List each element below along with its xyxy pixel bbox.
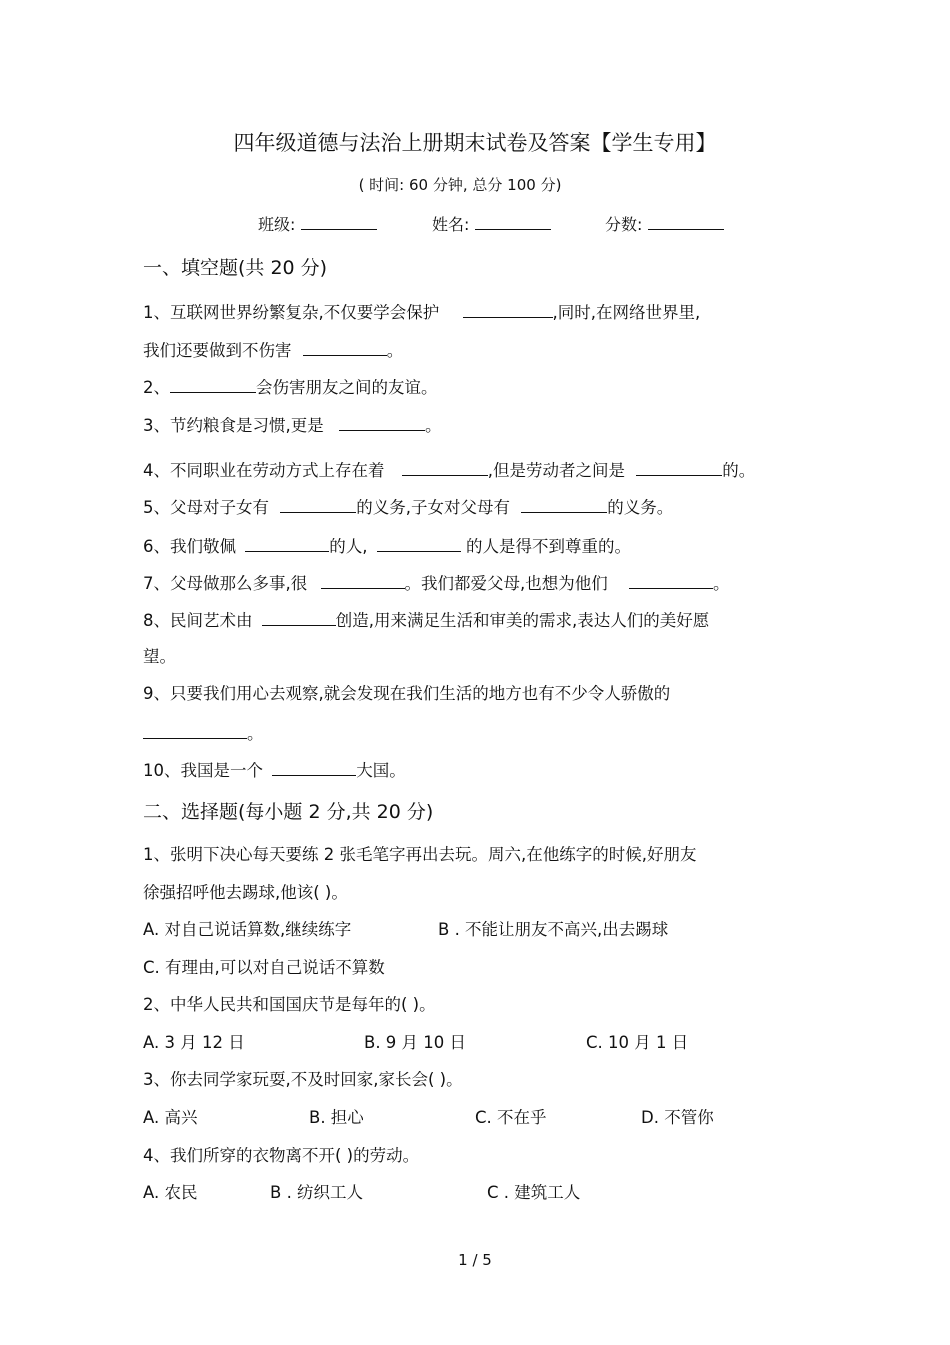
q2-option-c: C. 10 月 1 日 xyxy=(586,1033,689,1052)
answer-blank xyxy=(143,722,247,739)
question-text: 。 xyxy=(386,341,404,360)
fill-question-5 xyxy=(143,496,673,518)
score-blank xyxy=(648,213,724,230)
question-text: 的。 xyxy=(722,461,756,480)
answer-blank xyxy=(303,339,387,356)
fill-question-2 xyxy=(143,376,438,398)
question-text: 大国。 xyxy=(356,761,406,780)
exam-subtitle: ( 时间: 60 分钟, 总分 100 分) xyxy=(358,176,562,194)
question-text: 5、父母对子女有 xyxy=(143,498,269,517)
answer-blank xyxy=(636,459,722,476)
answer-blank xyxy=(402,459,488,476)
exam-title: 四年级道德与法治上册期末试卷及答案【学生专用】 xyxy=(233,131,717,155)
question-text: ,但是劳动者之间是 xyxy=(487,461,625,480)
section1-heading: 一、填空题(共 20 分) xyxy=(143,257,328,279)
choice-question-1-cont: 徐强招呼他去踢球,他该( )。 xyxy=(143,883,348,902)
fill-question-1-cont xyxy=(143,339,403,361)
fill-question-3 xyxy=(143,414,442,436)
q3-option-b: B. 担心 xyxy=(309,1108,364,1127)
question-text: 2、 xyxy=(143,378,170,397)
name-label: 姓名: xyxy=(432,215,470,234)
fill-question-8 xyxy=(143,609,709,631)
fill-question-8-cont: 望。 xyxy=(143,647,176,666)
answer-blank xyxy=(262,609,336,626)
question-text: 6、我们敬佩 xyxy=(143,537,236,556)
q2-option-b: B. 9 月 10 日 xyxy=(364,1033,467,1052)
fill-question-4 xyxy=(143,459,755,481)
question-text: 的人, xyxy=(329,537,368,556)
q3-option-d: D. 不管你 xyxy=(641,1108,714,1127)
fill-question-10 xyxy=(143,759,406,781)
answer-blank xyxy=(272,759,356,776)
question-text: 。 xyxy=(713,574,730,593)
q2-option-a: A. 3 月 12 日 xyxy=(143,1033,245,1052)
fill-question-9-cont xyxy=(143,722,264,744)
score-label: 分数: xyxy=(605,215,643,234)
question-text: 。 xyxy=(425,416,442,435)
answer-blank xyxy=(321,572,405,589)
section2-heading: 二、选择题(每小题 2 分,共 20 分) xyxy=(143,801,434,823)
class-field xyxy=(258,213,377,235)
question-text: 7、父母做那么多事,很 xyxy=(143,574,308,593)
answer-blank xyxy=(280,496,356,513)
class-label: 班级: xyxy=(258,215,296,234)
q3-option-a: A. 高兴 xyxy=(143,1108,198,1127)
fill-question-6 xyxy=(143,535,631,557)
q1-option-a: A. 对自己说话算数,继续练字 xyxy=(143,920,352,939)
question-text: 。 xyxy=(247,724,264,743)
question-text: 的义务,子女对父母有 xyxy=(356,498,510,517)
q1-option-c: C. 有理由,可以对自己说话不算数 xyxy=(143,958,385,977)
name-blank xyxy=(475,213,551,230)
name-field xyxy=(432,213,551,235)
answer-blank xyxy=(170,376,256,393)
answer-blank xyxy=(629,572,713,589)
class-blank xyxy=(301,213,377,230)
fill-question-7 xyxy=(143,572,730,594)
score-field xyxy=(605,213,724,235)
fill-question-1 xyxy=(143,301,700,323)
question-text: ,同时,在网络世界里, xyxy=(552,303,701,322)
choice-question-3: 3、你去同学家玩耍,不及时回家,家长会( )。 xyxy=(143,1070,463,1089)
question-text: 创造,用来满足生活和审美的需求,表达人们的美好愿 xyxy=(335,611,710,630)
question-text: 的人是得不到尊重的。 xyxy=(466,537,631,556)
question-text: 8、民间艺术由 xyxy=(143,611,253,630)
q4-option-a: A. 农民 xyxy=(143,1183,198,1202)
question-text: 4、不同职业在劳动方式上存在着 xyxy=(143,461,385,480)
answer-blank xyxy=(245,535,329,552)
page-number: 1 / 5 xyxy=(458,1251,492,1269)
q1-option-b: B . 不能让朋友不高兴,出去踢球 xyxy=(438,920,669,939)
answer-blank xyxy=(521,496,607,513)
answer-blank xyxy=(463,301,553,318)
answer-blank xyxy=(377,535,461,552)
question-text: 我们还要做到不伤害 xyxy=(143,341,292,360)
question-text: 1、互联网世界纷繁复杂,不仅要学会保护 xyxy=(143,303,440,322)
choice-question-4: 4、我们所穿的衣物离不开( )的劳动。 xyxy=(143,1146,420,1165)
question-text: 的义务。 xyxy=(607,498,674,517)
fill-question-9: 9、只要我们用心去观察,就会发现在我们生活的地方也有不少令人骄傲的 xyxy=(143,684,671,703)
choice-question-2: 2、中华人民共和国国庆节是每年的( )。 xyxy=(143,995,436,1014)
q4-option-b: B . 纺织工人 xyxy=(270,1183,364,1202)
answer-blank xyxy=(339,414,425,431)
question-text: 会伤害朋友之间的友谊。 xyxy=(256,378,438,397)
choice-question-1: 1、张明下决心每天要练 2 张毛笔字再出去玩。周六,在他练字的时候,好朋友 xyxy=(143,845,697,864)
question-text: 3、节约粮食是习惯,更是 xyxy=(143,416,324,435)
question-text: 。我们都爱父母,也想为他们 xyxy=(404,574,608,593)
q3-option-c: C. 不在乎 xyxy=(475,1108,547,1127)
q4-option-c: C . 建筑工人 xyxy=(487,1183,581,1202)
question-text: 10、我国是一个 xyxy=(143,761,263,780)
